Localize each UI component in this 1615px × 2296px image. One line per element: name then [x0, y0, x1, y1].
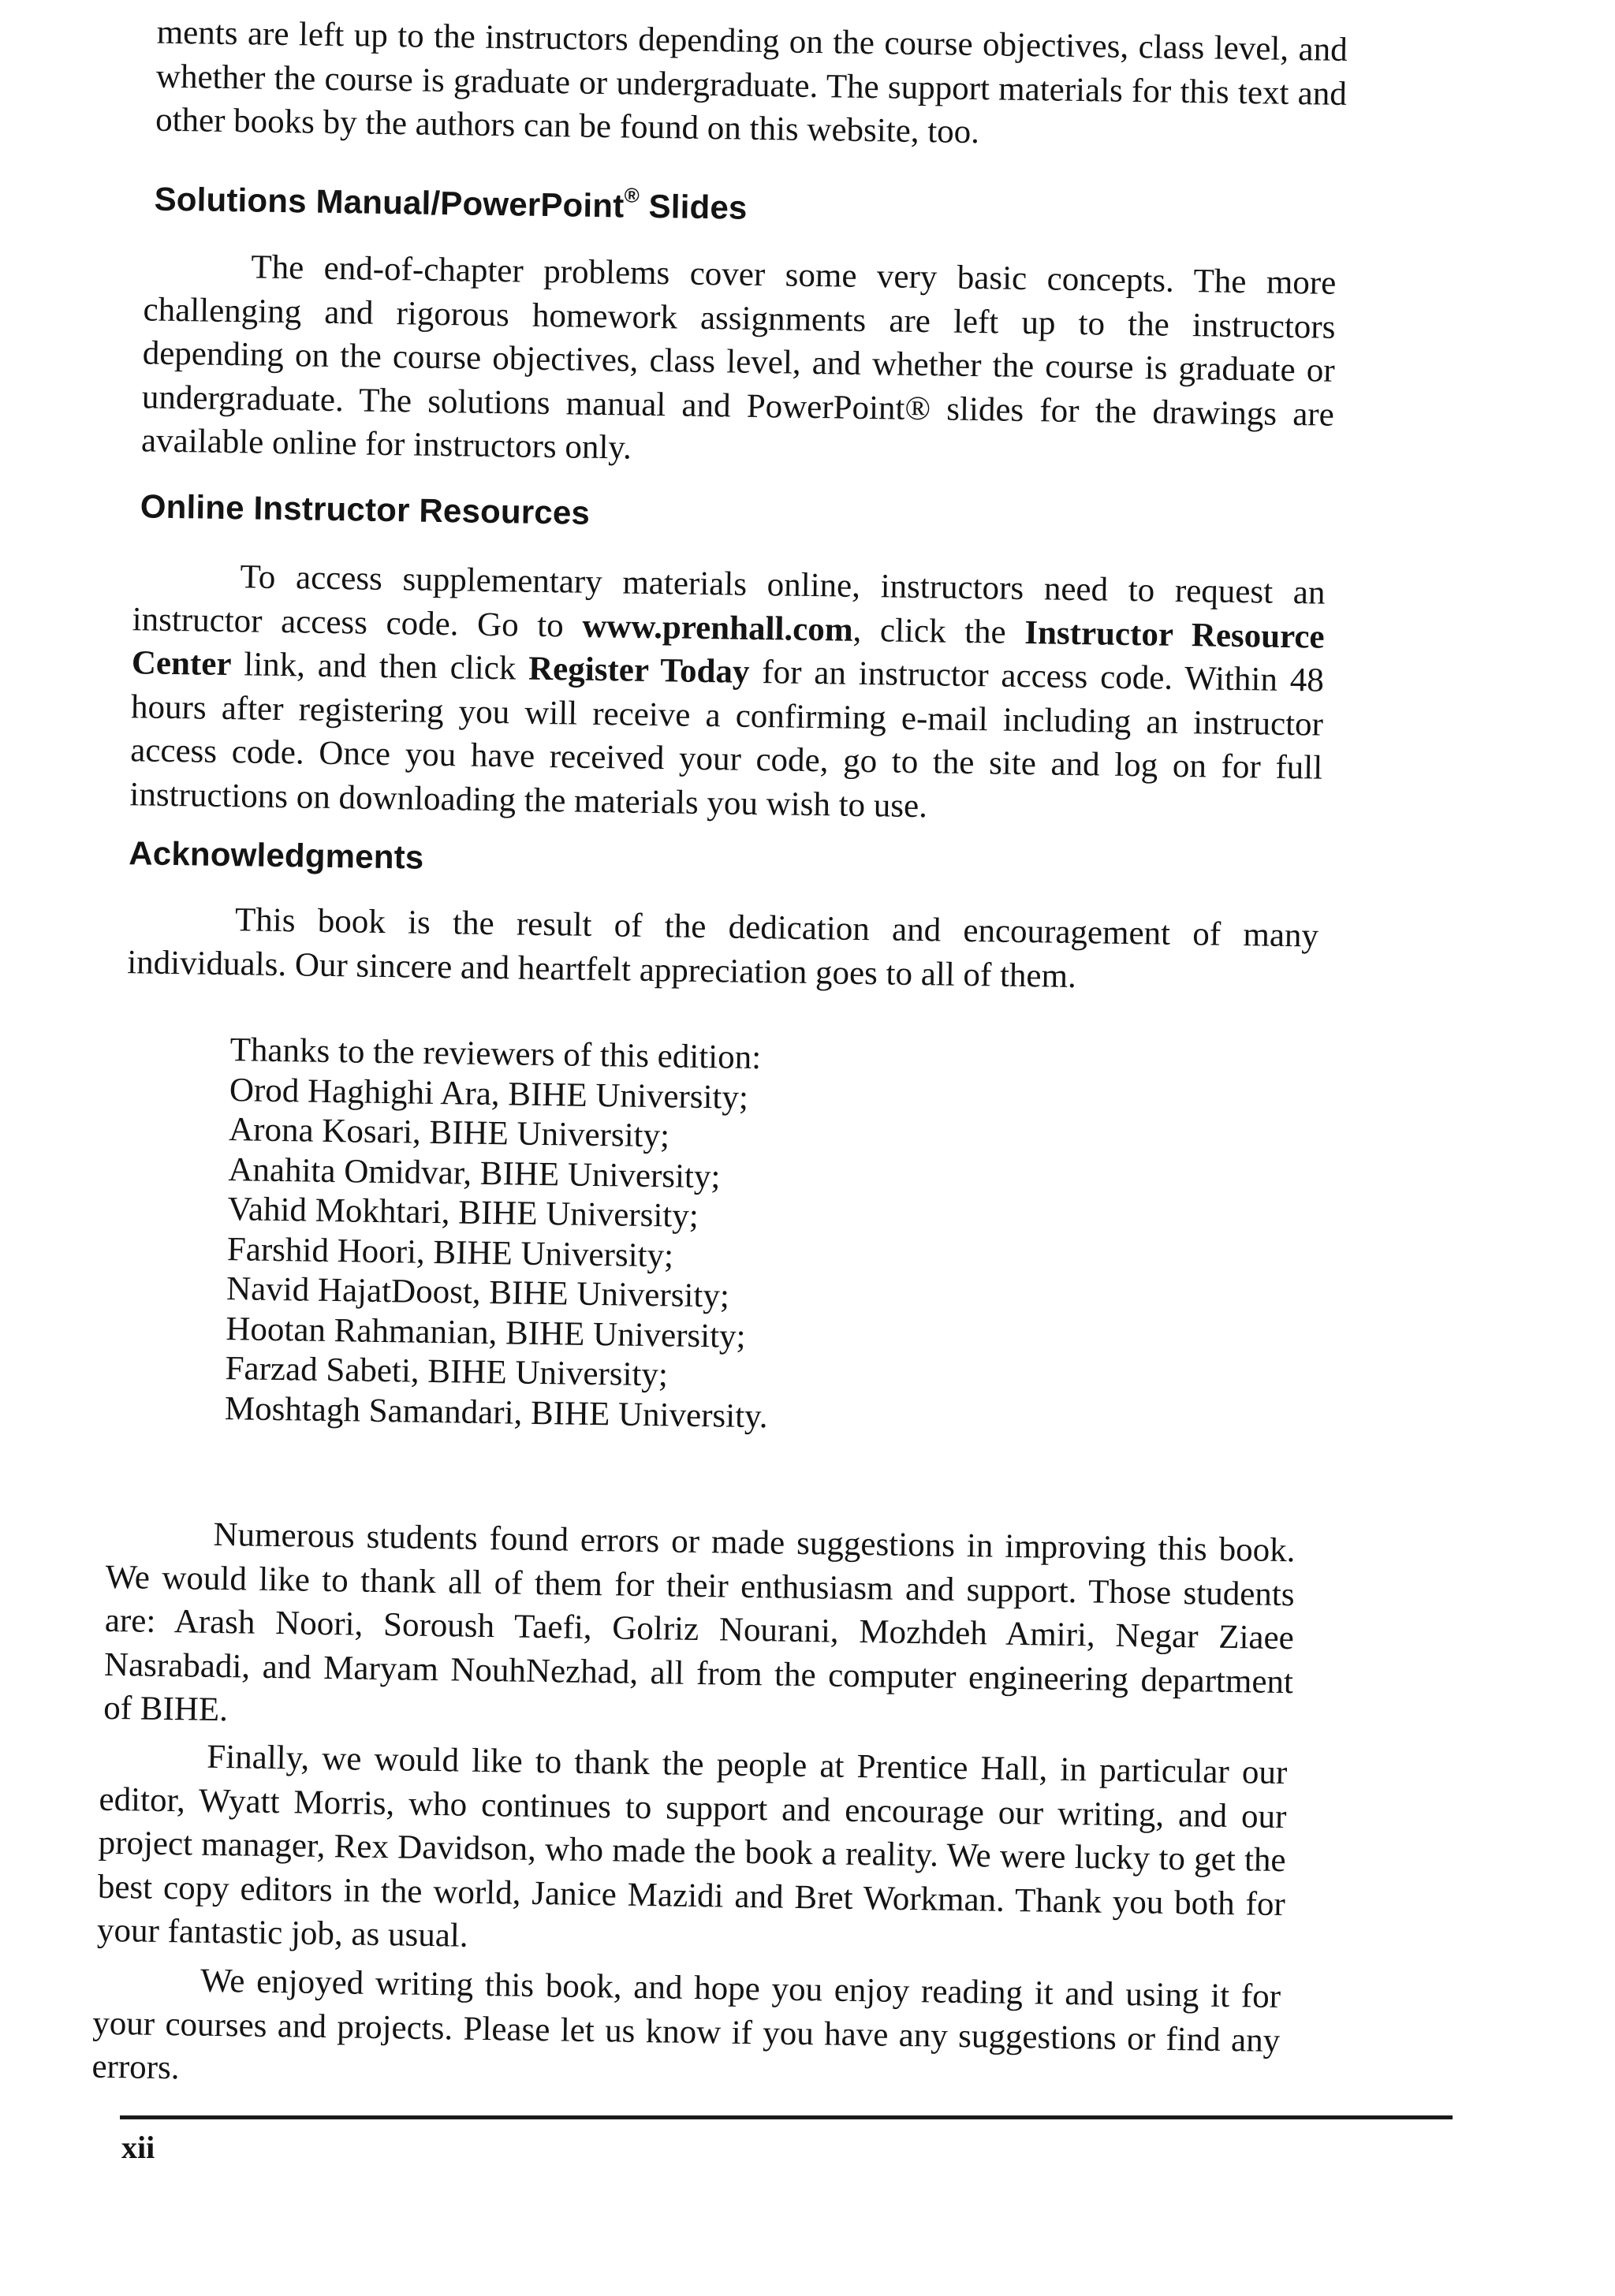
- paragraph-continuation: ments are left up to the instructors depending on the course objectives, class level, and whether the course is graduate or undergraduate. The support materials for this text and other books by the authors can be found on this website, too.: [155, 13, 1348, 151]
- paragraph-closing: We enjoyed writing this book, and hope you enjoy reading it and using it for your courses and projects. Please let us know if you have any suggestions or find any errors.: [91, 1962, 1281, 2087]
- p2-text-1: To access supplementary materials online, instructors need to request an instructor access code. Go to: [132, 558, 1326, 645]
- reviewer-item: Vahid Mokhtari, BIHE University;: [227, 1191, 699, 1235]
- register-today-label: Register Today: [528, 650, 750, 691]
- p2-text-4: for an instructor access code. Within 48 hours after registering you will receive a confirming e-mail including an instructor access code. Once you have received your code, go to the site and log on for full instructions on downloading the materials you wish to use.: [129, 653, 1325, 825]
- paragraph-students-thanks: Numerous students found errors or made suggestions in improving this book. We would like to thank all of them for their enthusiasm and support. Those students are: Arash Noori, Soroush Taefi, Golriz Nourani, Mozhdeh Amiri, Negar Ziaee Nasrabadi, and Maryam NouhNezhad, all from the computer engineering department of BIHE.: [103, 1515, 1296, 1729]
- paragraph-online-instructor-resources: [129, 554, 1326, 833]
- footer-rule: [120, 2115, 1453, 2119]
- paragraph-prentice-hall-thanks: Finally, we would like to thank the people at Prentice Hall, in particular our editor, Wyatt Morris, who continues to support and encourage our writing, and our project manager, Rex Davidson, who made the book a reality. We were lucky to get the best copy editors in the world, Janice Mazidi and Bret Workman. Thank you both for your fantastic job, as usual.: [96, 1738, 1288, 1955]
- paragraph-acknowledgments-intro: This book is the result of the dedication and encouragement of many individuals. Our sincere and heartfelt appreciation goes to all of them.: [126, 901, 1319, 995]
- heading-solutions-manual: [154, 180, 748, 228]
- p2-text-2: , click the: [852, 611, 1025, 651]
- heading-acknowledgments: Acknowledgments: [129, 834, 424, 876]
- heading-online-instructor-resources: Online Instructor Resources: [140, 487, 591, 531]
- p2-text-3: link, and then click: [231, 646, 529, 688]
- reviewer-item: Moshtagh Samandari, BIHE University.: [224, 1389, 768, 1435]
- reviewer-item: Anahita Omidvar, BIHE University;: [228, 1150, 721, 1195]
- reviewers-intro: Thanks to the reviewers of this edition:: [229, 1031, 762, 1077]
- page-number: xii: [121, 2130, 155, 2165]
- registered-mark: ®: [624, 183, 640, 207]
- instructor-resource-center-label: Instructor Resource Center: [131, 613, 1325, 684]
- reviewer-item: Arona Kosari, BIHE University;: [228, 1111, 670, 1155]
- reviewer-item: Navid HajatDoost, BIHE University;: [226, 1270, 730, 1315]
- reviewer-item: Hootan Rahmanian, BIHE University;: [226, 1310, 746, 1355]
- reviewers-list: [225, 1031, 774, 1437]
- reviewer-item: Orod Haghighi Ara, BIHE University;: [229, 1071, 749, 1116]
- heading-solutions-manual-text: Solutions Manual/PowerPoint: [154, 180, 625, 225]
- prenhall-url: www.prenhall.com: [582, 607, 853, 649]
- paragraph-solutions-manual: The end-of-chapter problems cover some very basic concepts. The more challenging and rigorous homework assignments are left up to the instructors depending on the course objectives, class level, and whether the course is graduate or undergraduate. The solutions manual and PowerPoint® slides for the drawings are available online for instructors only.: [140, 248, 1337, 467]
- reviewer-item: Farzad Sabeti, BIHE University;: [225, 1350, 669, 1394]
- reviewer-item: Farshid Hoori, BIHE University;: [226, 1230, 674, 1274]
- heading-solutions-manual-tail: Slides: [639, 187, 748, 226]
